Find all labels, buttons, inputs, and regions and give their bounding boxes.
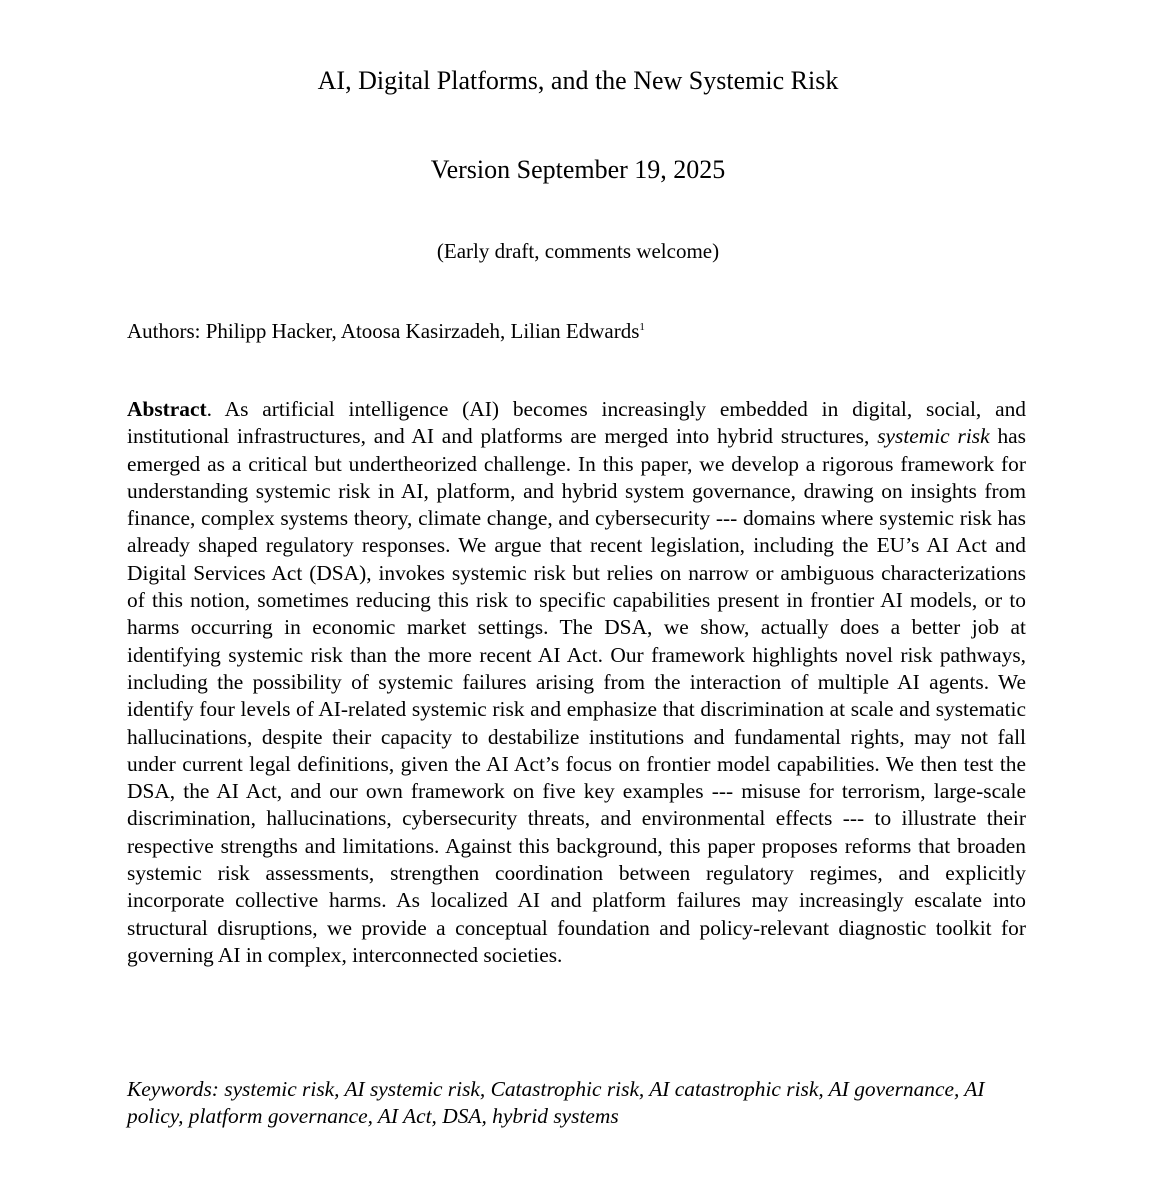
abstract-paragraph bbox=[127, 396, 1026, 969]
abstract-emphasis: systemic risk bbox=[877, 424, 990, 449]
keywords: Keywords: systemic risk, AI systemic risk, Catastrophic risk, AI catastrophic risk, AI governance, AI policy, platform governance, AI Act, DSA, hybrid systems bbox=[127, 1077, 985, 1128]
authors-text: Authors: Philipp Hacker, Atoosa Kasirzadeh, Lilian Edwards bbox=[127, 319, 640, 343]
abstract-heading: Abstract bbox=[127, 397, 207, 421]
footnote-marker[interactable]: 1 bbox=[639, 321, 645, 333]
abstract-text-2: has emerged as a critical but undertheorized challenge. In this paper, we develop a rigorous framework for understanding systemic risk in AI, platform, and hybrid system governance, drawing on insights from finance, complex systems theory, climate change, and cybersecurity --- domains where systemic risk has already shaped regulatory responses. We argue that recent legislation, including the EU’s AI Act and Digital Services Act (DSA), invokes systemic risk but relies on narrow or ambiguous characterizations of this notion, sometimes reducing this risk to specific capabilities present in frontier AI models, or to harms occurring in economic market settings. The DSA, we show, actually does a better job at identifying systemic risk than the more recent AI Act. Our framework highlights novel risk pathways, including the possibility of systemic failures arising from the interaction of multiple AI agents. We identify four levels of AI-related systemic risk and emphasize that discrimination at scale and systematic hallucinations, despite their capacity to destabilize institutions and fundamental rights, may not fall under current legal definitions, given the AI Act’s focus on frontier model capabilities. We then test the DSA, the AI Act, and our own framework on five key examples --- misuse for terrorism, large-scale discrimination, hallucinations, cybersecurity threats, and environmental effects --- to illustrate their respective strengths and limitations. Against this background, this paper proposes reforms that broaden systemic risk assessments, strengthen coordination between regulatory regimes, and explicitly incorporate collective harms. As localized AI and platform failures may increasingly escalate into structural disruptions, we provide a conceptual foundation and policy-relevant diagnostic toolkit for governing AI in complex, interconnected societies. bbox=[127, 424, 1026, 967]
paper-title: AI, Digital Platforms, and the New Systemic Risk bbox=[317, 66, 839, 95]
version-date: Version September 19, 2025 bbox=[430, 155, 726, 184]
draft-note: (Early draft, comments welcome) bbox=[436, 239, 720, 263]
abstract-text-1: . As artificial intelligence (AI) becomes increasingly embedded in digital, social, and institutional infrastructures, and AI and platforms are merged into hybrid structures, bbox=[127, 397, 1026, 449]
authors-line bbox=[127, 318, 645, 344]
